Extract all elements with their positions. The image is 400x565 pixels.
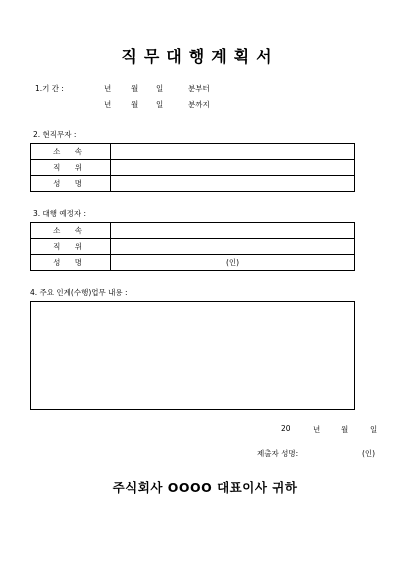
table-row	[31, 144, 355, 160]
date-month-unit: 월	[341, 425, 349, 434]
table-row	[31, 176, 355, 192]
submitter-seal: (인)	[362, 449, 376, 458]
department-label: 소 속	[31, 144, 111, 160]
name-label: 성 명	[31, 255, 111, 271]
start-year-unit: 년	[104, 84, 112, 93]
recipient-line: 주식회사 OOOO 대표이사 귀하	[112, 480, 298, 495]
end-month-unit: 월	[131, 100, 139, 109]
date-day-unit: 일	[370, 425, 378, 434]
position-field[interactable]	[111, 239, 355, 255]
current-worker-table	[30, 143, 355, 192]
planned-deputy-table	[30, 222, 355, 271]
document-title: 직무대행계획서	[121, 47, 279, 66]
table-row	[31, 239, 355, 255]
name-field[interactable]	[111, 176, 355, 192]
name-label: 성 명	[31, 176, 111, 192]
planned-deputy-heading: 3. 대행 예정자 :	[33, 209, 87, 218]
position-field[interactable]	[111, 160, 355, 176]
period-label: 1.기 간 :	[35, 84, 64, 93]
end-year-unit: 년	[104, 100, 112, 109]
submitter-label: 제출자 성명:	[257, 449, 299, 458]
duties-content-box[interactable]	[30, 301, 355, 410]
table-row	[31, 255, 355, 271]
start-minute-suffix: 분부터	[188, 84, 210, 93]
department-field[interactable]	[111, 144, 355, 160]
current-worker-heading: 2. 현직무자 :	[33, 130, 77, 139]
department-label: 소 속	[31, 223, 111, 239]
date-year-prefix: 20	[281, 424, 291, 433]
start-day-unit: 일	[156, 84, 164, 93]
date-year-unit: 년	[313, 425, 321, 434]
position-label: 직 위	[31, 160, 111, 176]
table-row	[31, 160, 355, 176]
table-row	[31, 223, 355, 239]
end-minute-suffix: 분까지	[188, 100, 210, 109]
department-field[interactable]	[111, 223, 355, 239]
position-label: 직 위	[31, 239, 111, 255]
start-month-unit: 월	[131, 84, 139, 93]
end-day-unit: 일	[156, 100, 164, 109]
name-field[interactable]: (인)	[111, 255, 355, 271]
duties-heading: 4. 주요 인계(수행)업무 내용 :	[30, 288, 128, 297]
